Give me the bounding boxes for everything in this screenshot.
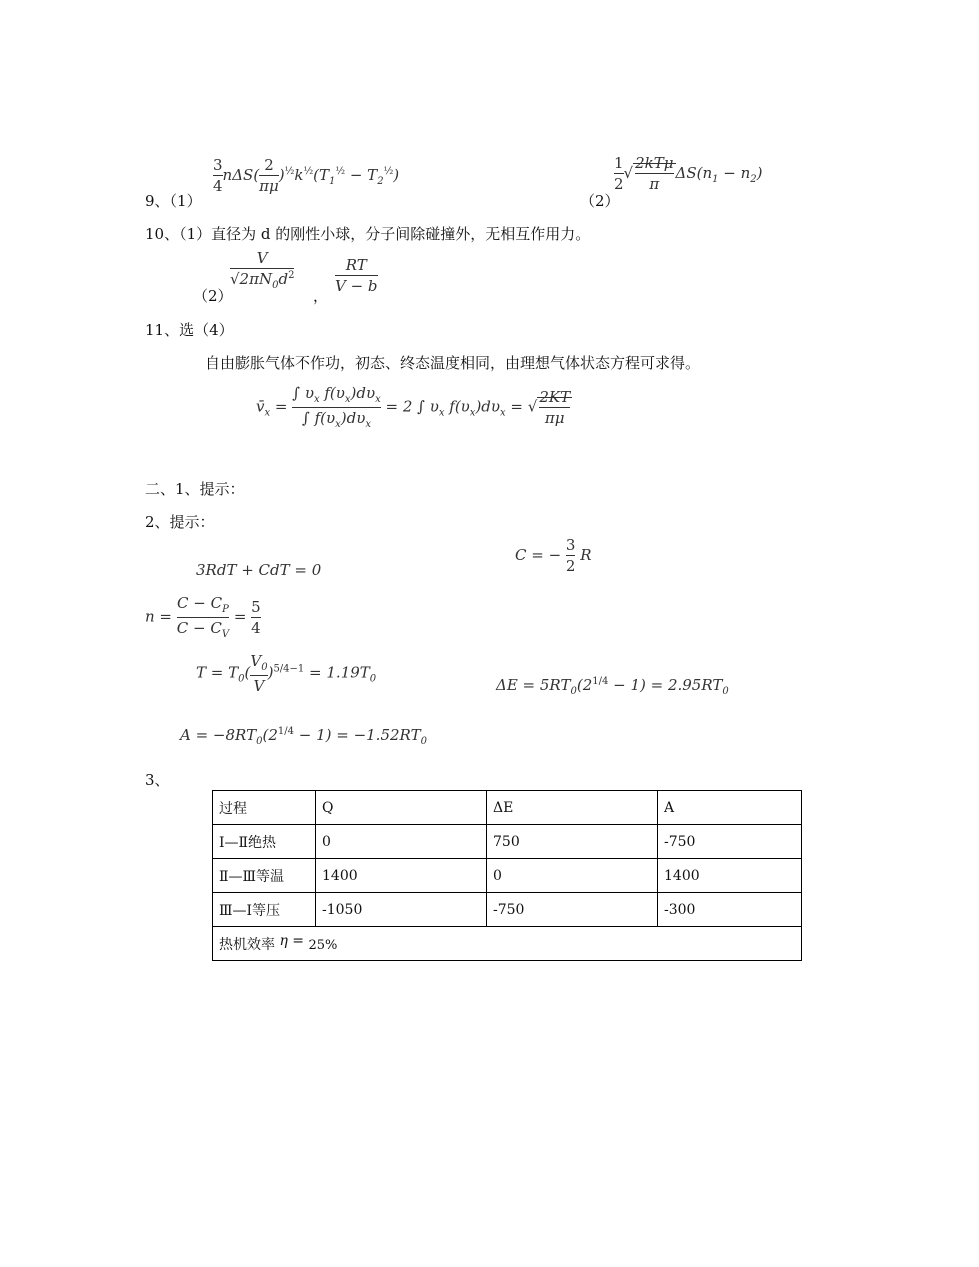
q10-part2-label: （2） xyxy=(193,287,233,305)
eq-delta-e: $\Delta E = 5RT_0(2^{1/4} - 1) = 2.95RT_0$ xyxy=(496,676,729,697)
table-footer-row xyxy=(213,927,802,961)
header-q: Q xyxy=(316,791,487,825)
efficiency-symbol: η = xyxy=(279,933,305,949)
cell-delta-e: 0 xyxy=(487,859,658,893)
cell-delta-e: 750 xyxy=(487,825,658,859)
table-header-row xyxy=(213,791,802,825)
efficiency-label: 热机效率 xyxy=(219,937,275,953)
header-a: A xyxy=(658,791,802,825)
q10-formula-1: $\frac{V}{√2\pi N_0d^2}$ xyxy=(230,249,295,291)
cell-q: 0 xyxy=(316,825,487,859)
cell-process: Ⅲ—Ⅰ等压 xyxy=(213,893,316,927)
q9-label: 9、（1） xyxy=(145,192,202,210)
cell-delta-e: -750 xyxy=(487,893,658,927)
cell-a: 1400 xyxy=(658,859,802,893)
efficiency-cell xyxy=(213,927,802,961)
header-delta-e: ΔE xyxy=(487,791,658,825)
q11-label: 11、选（4） xyxy=(145,321,234,339)
cell-q: -1050 xyxy=(316,893,487,927)
s2-item3: 3、 xyxy=(145,771,170,789)
eq-heat: 3RdT + CdT = 0 xyxy=(196,561,322,579)
table-row xyxy=(213,825,802,859)
eq-t: $T = T_0$( $\frac{V_0}{V}$ )$^{5/4-1} = 1.19T_0$ xyxy=(196,652,377,695)
cell-a: -300 xyxy=(658,893,802,927)
eq-a: $A = -8RT_0(2^{1/4} - 1) = -1.52RT_0$ xyxy=(180,726,427,747)
q10-comma: ， xyxy=(313,287,329,305)
cell-process: Ⅰ—Ⅱ绝热 xyxy=(213,825,316,859)
eq-c: C = − $\frac{3}{2}$ R xyxy=(515,536,592,575)
table-row xyxy=(213,859,802,893)
efficiency-value: 25% xyxy=(308,938,338,953)
q11-formula: $v̄_x$ = $\frac{\int \upsilon_x f(\upsilon_x)d\upsilon_x}{\int f(\upsilon_x)d\upsilon_x}$ = 2 ∫ $\upsilon_x$ $f(\upsilon_x)d\upsilon_x$ = √ $\frac{2KT}{\pi\mu}$ xyxy=(256,384,571,430)
cell-a: -750 xyxy=(658,825,802,859)
q10-formula-2: $\frac{RT}{V - b}$ xyxy=(335,256,378,295)
q9-formula-2: $\frac{1}{2}$ √ $\frac{\text{2kTμ}}{\pi}$ $\Delta S(n_1 - n_2)$ xyxy=(614,154,763,193)
q9-part2-label: （2） xyxy=(580,192,620,210)
eq-n: n = $\frac{C - C_P}{C - C_V}$ = $\frac{5}{4}$ xyxy=(145,594,261,640)
q11-text: 自由膨胀气体不作功，初态、终态温度相同，由理想气体状态方程可求得。 xyxy=(205,354,701,372)
process-table xyxy=(212,790,802,961)
cell-q: 1400 xyxy=(316,859,487,893)
q9-formula-1: $\frac{3}{4}$ nΔS( $\frac{2}{\pi\mu}$ )$^{\frac{1}{2}}k^{\frac{1}{2}}(T_1^{\frac{1}{2}} - T_2^{\frac{1}{2}})$ xyxy=(213,156,400,195)
header-process: 过程 xyxy=(213,791,316,825)
table-row xyxy=(213,893,802,927)
s2-item2: 2、提示： xyxy=(145,513,215,531)
q10-part1: 10、（1）直径为 d 的刚性小球，分子间除碰撞外，无相互作用力。 xyxy=(145,225,591,243)
cell-process: Ⅱ—Ⅲ等温 xyxy=(213,859,316,893)
s2-item1: 二、1、提示： xyxy=(145,480,245,498)
